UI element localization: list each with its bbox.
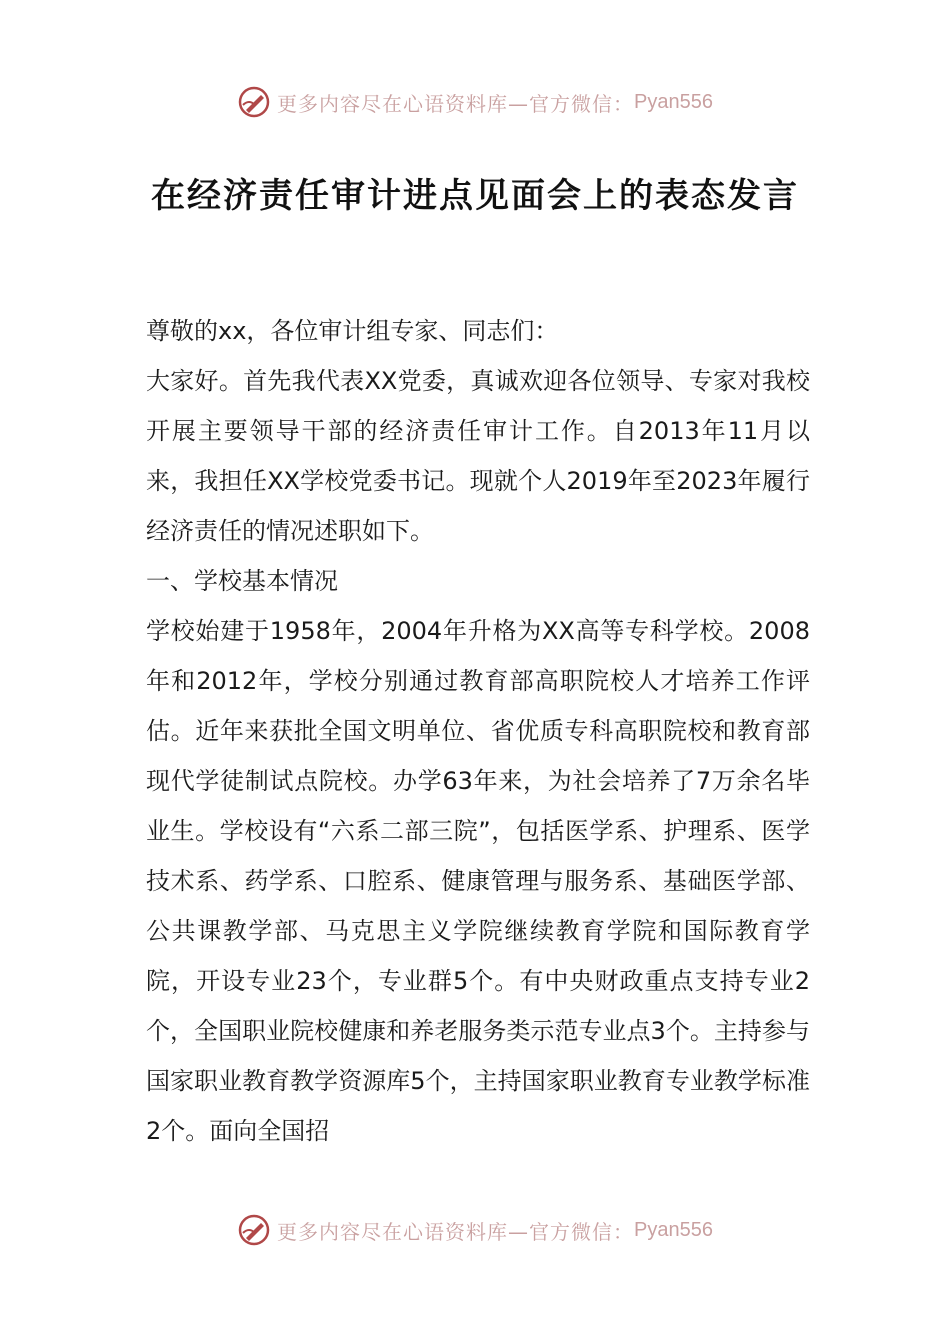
- watermark-banner-bottom: [0, 1210, 950, 1250]
- salutation: 尊敬的xx，各位审计组专家、同志们：: [146, 317, 559, 345]
- watermark-handle: Pyan556: [634, 90, 713, 113]
- watermark-text: 更多内容尽在心语资料库—官方微信：: [277, 1219, 635, 1244]
- paragraph: 大家好。首先我代表XX党委，真诚欢迎各位领导、专家对我校开展主要领导干部的经济责任审计工作。自2013年11月以来，我担任XX学校党委书记。现就个人2019年至2023年履行经济责任的情况述职如下。: [146, 367, 810, 545]
- watermark-banner-top: [0, 82, 950, 122]
- pen-logo-icon: [237, 1213, 271, 1247]
- paragraph: 学校始建于1958年，2004年升格为XX高等专科学校。2008年和2012年，学校分别通过教育部高职院校人才培养工作评估。近年来获批全国文明单位、省优质专科高职院校和教育部现代学徒制试点院校。办学63年来，为社会培养了7万余名毕业生。学校设有“六系二部三院”，包括医学系、护理系、医学技术系、药学系、口腔系、健康管理与服务系、基础医学部、公共课教学部、马克思主义学院继续教育学院和国际教育学院，开设专业23个，专业群5个。有中央财政重点支持专业2个，全国职业院校健康和养老服务类示范专业点3个。主持参与国家职业教育教学资源库5个，主持国家职业教育专业教学标准2个。面向全国招: [146, 617, 810, 1145]
- section-heading: 一、学校基本情况: [146, 567, 338, 595]
- watermark-text: 更多内容尽在心语资料库—官方微信：: [277, 91, 635, 116]
- document-title: 在经济责任审计进点见面会上的表态发言: [151, 176, 799, 216]
- watermark-handle: Pyan556: [634, 1218, 713, 1241]
- pen-logo-icon: [237, 85, 271, 119]
- document-body: [146, 306, 810, 1156]
